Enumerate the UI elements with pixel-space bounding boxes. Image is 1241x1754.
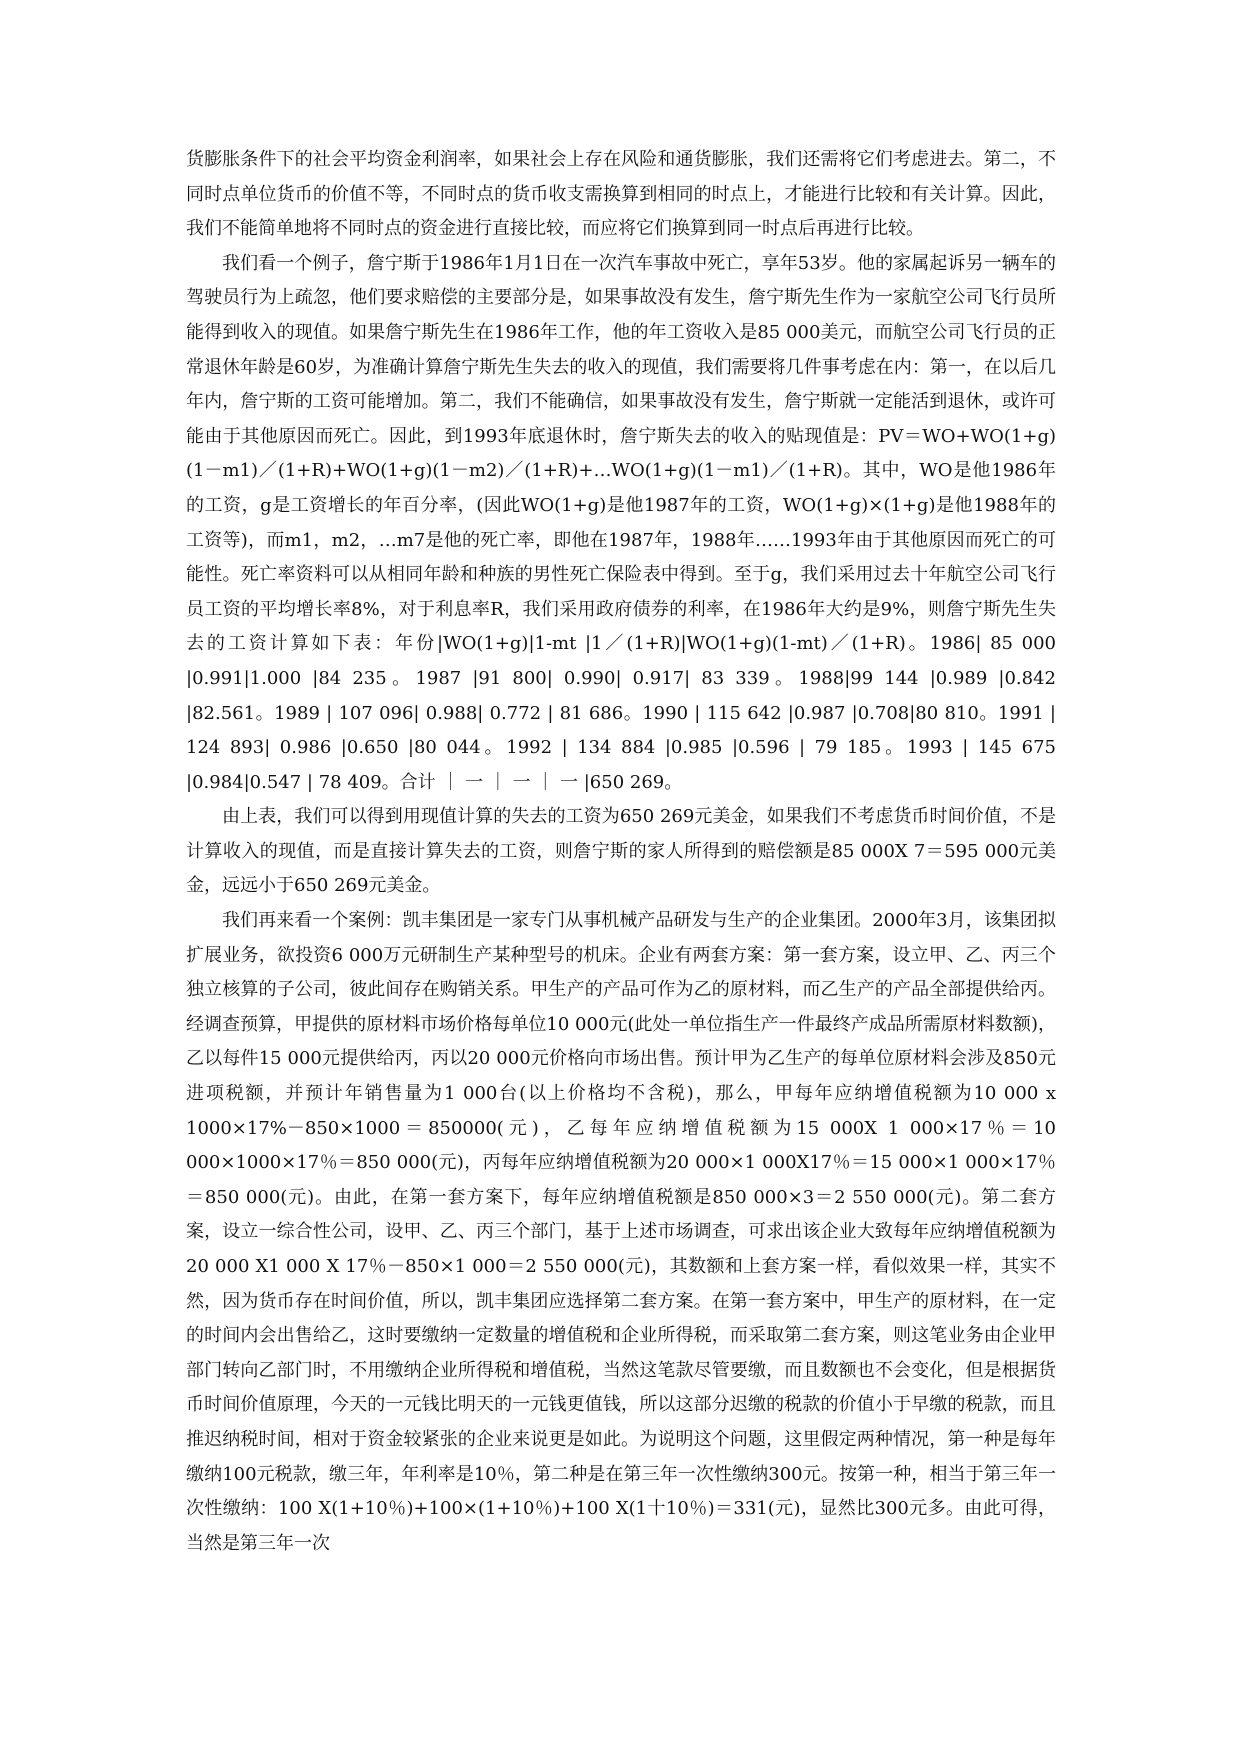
paragraph-kaifeng-case: 我们再来看一个案例：凯丰集团是一家专门从事机械产品研发与生产的企业集团。2000年3月，该集团拟扩展业务，欲投资6 000万元研制生产某种型号的机床。企业有两套方案：第一套方案，设立甲、乙、丙三个独立核算的子公司，彼此间存在购销关系。甲生产的产品可作为乙的原材料，而乙生产的产品全部提供给丙。经调查预算，甲提供的原材料市场价格每单位10 000元(此处一单位指生产一件最终产成品所需原材料数额)，乙以每件15 000元提供给丙，丙以20 000元价格向市场出售。预计甲为乙生产的每单位原材料会涉及850元进项税额，并预计年销售量为1 000台(以上价格均不含税)，那么，甲每年应纳增值税额为10 000 x 1000×17%－850×1000＝850000(元)，乙每年应纳增值税额为15 000X 1 000×17％＝10 000×1000×17％＝850 000(元)，丙每年应纳增值税额为20 000×1 000X17％＝15 000×1 000×17％＝850 000(元)。由此，在第一套方案下，每年应纳增值税额是850 000×3＝2 550 000(元)。第二套方案，设立一综合性公司，设甲、乙、丙三个部门，基于上述市场调查，可求出该企业大致每年应纳增值税额为20 000 X1 000 X 17％－850×1 000＝2 550 000(元)，其数额和上套方案一样，看似效果一样，其实不然，因为货币存在时间价值，所以，凯丰集团应选择第二套方案。在第一套方案中，甲生产的原材料，在一定的时间内会出售给乙，这时要缴纳一定数量的增值税和企业所得税，而采取第二套方案，则这笔业务由企业甲部门转向乙部门时，不用缴纳企业所得税和增值税，当然这笔款尽管要缴，而且数额也不会变化，但是根据货币时间价值原理，今天的一元钱比明天的一元钱更值钱，所以这部分迟缴的税款的价值小于早缴的税款，而且推迟纳税时间，相对于资金较紧张的企业来说更是如此。为说明这个问题，这里假定两种情况，第一种是每年缴纳100元税款，缴三年，年利率是10％，第二种是在第三年一次性缴纳300元。按第一种，相当于第三年一次性缴纳：100 X(1+10％)+100×(1+10％)+100 X(1十10％)＝331(元)，显然比300元多。由此可得，当然是第三年一次 <box>186 910 1056 1554</box>
paragraph-table-conclusion: 由上表，我们可以得到用现值计算的失去的工资为650 269元美金，如果我们不考虑货币时间价值，不是计算收入的现值，而是直接计算失去的工资，则詹宁斯的家人所得到的赔偿额是85 000X 7＝595 000元美金，远远小于650 269元美金。 <box>186 806 1056 897</box>
paragraph-jennings-example: 我们看一个例子，詹宁斯于1986年1月1日在一次汽车事故中死亡，享年53岁。他的家属起诉另一辆车的驾驶员行为上疏忽，他们要求赔偿的主要部分是，如果事故没有发生，詹宁斯先生作为一家航空公司飞行员所能得到收入的现值。如果詹宁斯先生在1986年工作，他的年工资收入是85 000美元，而航空公司飞行员的正常退休年龄是60岁，为准确计算詹宁斯先生失去的收入的现值，我们需要将几件事考虑在内：第一，在以后几年内，詹宁斯的工资可能增加。第二，我们不能确信，如果事故没有发生，詹宁斯就一定能活到退休，或许可能由于其他原因而死亡。因此，到1993年底退休时，詹宁斯失去的收入的贴现值是：PV＝WO+WO(1+g)(1－m1)／(1+R)+WO(1+g)(1－m2)／(1+R)+…WO(1+g)(1－m1)／(1+R)。其中，WO是他1986年的工资，g是工资增长的年百分率，(因此WO(1+g)是他1987年的工资，WO(1+g)×(1+g)是他1988年的工资等)，而m1，m2，…m7是他的死亡率，即他在1987年，1988年……1993年由于其他原因而死亡的可能性。死亡率资料可以从相同年龄和种族的男性死亡保险表中得到。至于g，我们采用过去十年航空公司飞行员工资的平均增长率8%，对于利息率R，我们采用政府债券的利率，在1986年大约是9%，则詹宁斯先生失去的工资计算如下表：年份|WO(1+g)|1-mt |1／(1+R)|WO(1+g)(1-mt)／(1+R)。1986| 85 000 |0.991|1.000 |84 235。1987 |91 800| 0.990| 0.917| 83 339。1988|99 144 |0.989 |0.842 |82.561。1989 | 107 096| 0.988| 0.772 | 81 686。1990 | 115 642 |0.987 |0.708|80 810。1991 | 124 893| 0.986 |0.650 |80 044。1992 | 134 884 |0.985 |0.596 | 79 185。1993 | 145 675 |0.984|0.547 | 78 409。合计 ｜ 一 ｜ 一 ｜ 一 |650 269。 <box>186 252 1056 793</box>
document-page <box>186 143 1056 1561</box>
paragraph-continued: 货膨胀条件下的社会平均资金利润率，如果社会上存在风险和通货膨胀，我们还需将它们考虑进去。第二，不同时点单位货币的价值不等，不同时点的货币收支需换算到相同的时点上，才能进行比较和有关计算。因此，我们不能简单地将不同时点的资金进行直接比较，而应将它们换算到同一时点后再进行比较。 <box>186 149 1056 240</box>
